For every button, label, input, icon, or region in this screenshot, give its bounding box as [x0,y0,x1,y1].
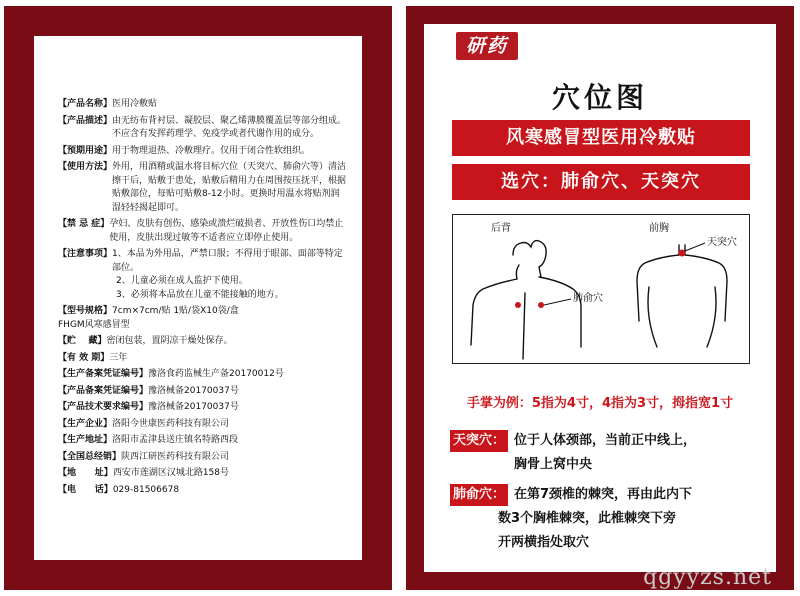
info-row-expiry [58,352,348,366]
info-value: 外用，用酒精或温水将目标穴位（天突穴、肺俞穴等）清洁擦干后，贴敷于患处，贴敷后精用力在周围按压抚平，根据贴敷部位，每贴可贴敷8-12小时。更换时用温水将贴剂润湿轻轻揭起即可。 [112,162,347,213]
info-value: 洛阳市孟津县送庄镇名特路西段 [112,435,239,445]
info-row-product-cert [58,385,348,399]
info-row-maker [58,418,348,432]
feishu-desc-2: 数3个胸椎棘突，此椎棘突下旁 [498,511,677,526]
info-value: 1、本品为外用品，严禁口服；不得用于眼部、面部等特定部位。 [112,249,343,273]
info-row-method [58,161,348,215]
info-label: 【贮 藏】 [58,336,107,346]
info-label: 【电 话】 [58,484,113,495]
info-label: 【生产企业】 [58,418,113,429]
body-outline-figure [453,215,751,365]
info-value: 医用冷敷贴 [112,99,158,109]
info-value: 豫洛械备20170037号 [148,402,239,412]
info-value: 三年 [109,352,128,363]
tiantu-label: 天突穴 [707,237,737,248]
acupoint-card [406,6,794,590]
info-label: 【禁 忌 症】 [58,219,110,229]
info-label: 【使用方法】 [58,162,113,172]
brand-stamp: 研药 [456,32,518,60]
feishu-tag: 肺俞穴： [450,484,508,506]
info-row-address [58,467,348,481]
info-value: 用于物理退热、冷敷理疗。仅用于闭合性软组织。 [112,145,311,156]
info-row-spec [58,305,348,319]
tiantu-tag: 天突穴： [450,430,508,452]
info-label: 【产品描述】 [58,115,113,126]
page-title: 穴位图 [551,81,648,114]
info-label: 【产品技术要求编号】 [58,402,149,412]
front-label: 前胸 [649,223,669,234]
info-label: 【全国总经销】 [58,451,122,462]
info-value: 孕妇、皮肤有创伤、感染或溃烂破损者、开放性伤口均禁止使用，皮肤出现过敏等不适者应立即停止使用。 [109,219,344,243]
tiantu-desc-2: 胸骨上窝中央 [514,457,593,472]
tiantu-desc-1: 位于人体颈部，当前正中线上， [514,433,697,448]
info-row-phone [58,484,348,498]
back-label: 后背 [491,223,511,234]
info-value: 西安市莲湖区汉城北路158号 [112,468,229,478]
tiantu-point-icon [679,250,686,257]
info-row-prod-cert [58,368,348,382]
tiantu-pointer [685,243,705,251]
info-value: 豫洛食药监械生产备20170012号 [148,369,284,379]
info-row-distributor [58,451,348,465]
measurement-rule: 手掌为例：5指为4寸，4指为3寸，拇指宽1寸 [466,396,734,411]
info-value: 洛阳今世康医药科技有限公司 [112,418,230,429]
info-row-name [58,98,348,112]
info-label: 【有 效 期】 [58,352,110,363]
spec-model: FHGM风寒感冒型 [58,319,130,330]
info-row-maker-address [58,434,348,448]
info-label: 【产品备案凭证编号】 [58,385,149,396]
info-label: 【生产地址】 [58,435,113,445]
product-info-list [58,98,348,497]
feishu-desc-1: 在第7颈椎的棘突，再由此内下 [514,487,693,502]
info-label: 【预期用途】 [58,145,113,156]
info-label: 【生产备案凭证编号】 [58,369,149,379]
acupoint-selection-banner: 选穴：肺俞穴、天突穴 [452,164,750,200]
info-value: 7cm×7cm/贴 1贴/袋X10袋/盒 [112,306,239,316]
info-row-desc [58,115,348,142]
info-label: 【注意事项】 [58,249,113,259]
info-row-tech [58,401,348,415]
info-row-notes [58,248,348,275]
instructions-card-inner [34,36,362,560]
feishu-point-right-icon [538,302,544,308]
info-label: 【型号规格】 [58,306,113,316]
info-label: 【产品名称】 [58,99,113,109]
acupoint-card-inner [424,24,776,572]
product-banner: 风寒感冒型医用冷敷贴 [452,120,750,156]
acupoint-diagram [452,214,750,364]
info-row-storage [58,335,348,349]
feishu-pointer [544,299,571,305]
info-value: 029-81506678 [112,484,180,495]
watermark: qgyyzs.net [643,565,772,590]
feishu-point-left-icon [515,302,521,308]
info-label: 【地 址】 [58,468,113,478]
info-value: 密闭包装，置阴凉干燥处保存。 [106,336,233,346]
info-row-contra [58,218,348,245]
front-figure [637,245,727,347]
feishu-label: 肺俞穴 [573,293,603,304]
instructions-card [4,6,392,590]
info-row-usage [58,145,348,159]
back-figure [471,241,581,359]
notes-extra-2: 3、必须将本品放在儿童不能接触的地方。 [116,289,284,300]
info-value: 由无纺布背衬层、凝胶层、聚乙烯薄膜覆盖层等部分组成。不应含有发挥药理学、免疫学或者代谢作用的成分。 [112,115,347,139]
notes-extra-1: 2、儿童必须在成人监护下使用。 [116,276,248,286]
feishu-desc-3: 开两横指处取穴 [498,535,590,550]
info-value: 陕西江研医药科技有限公司 [121,451,230,462]
info-value: 豫洛械备20170037号 [148,385,239,396]
